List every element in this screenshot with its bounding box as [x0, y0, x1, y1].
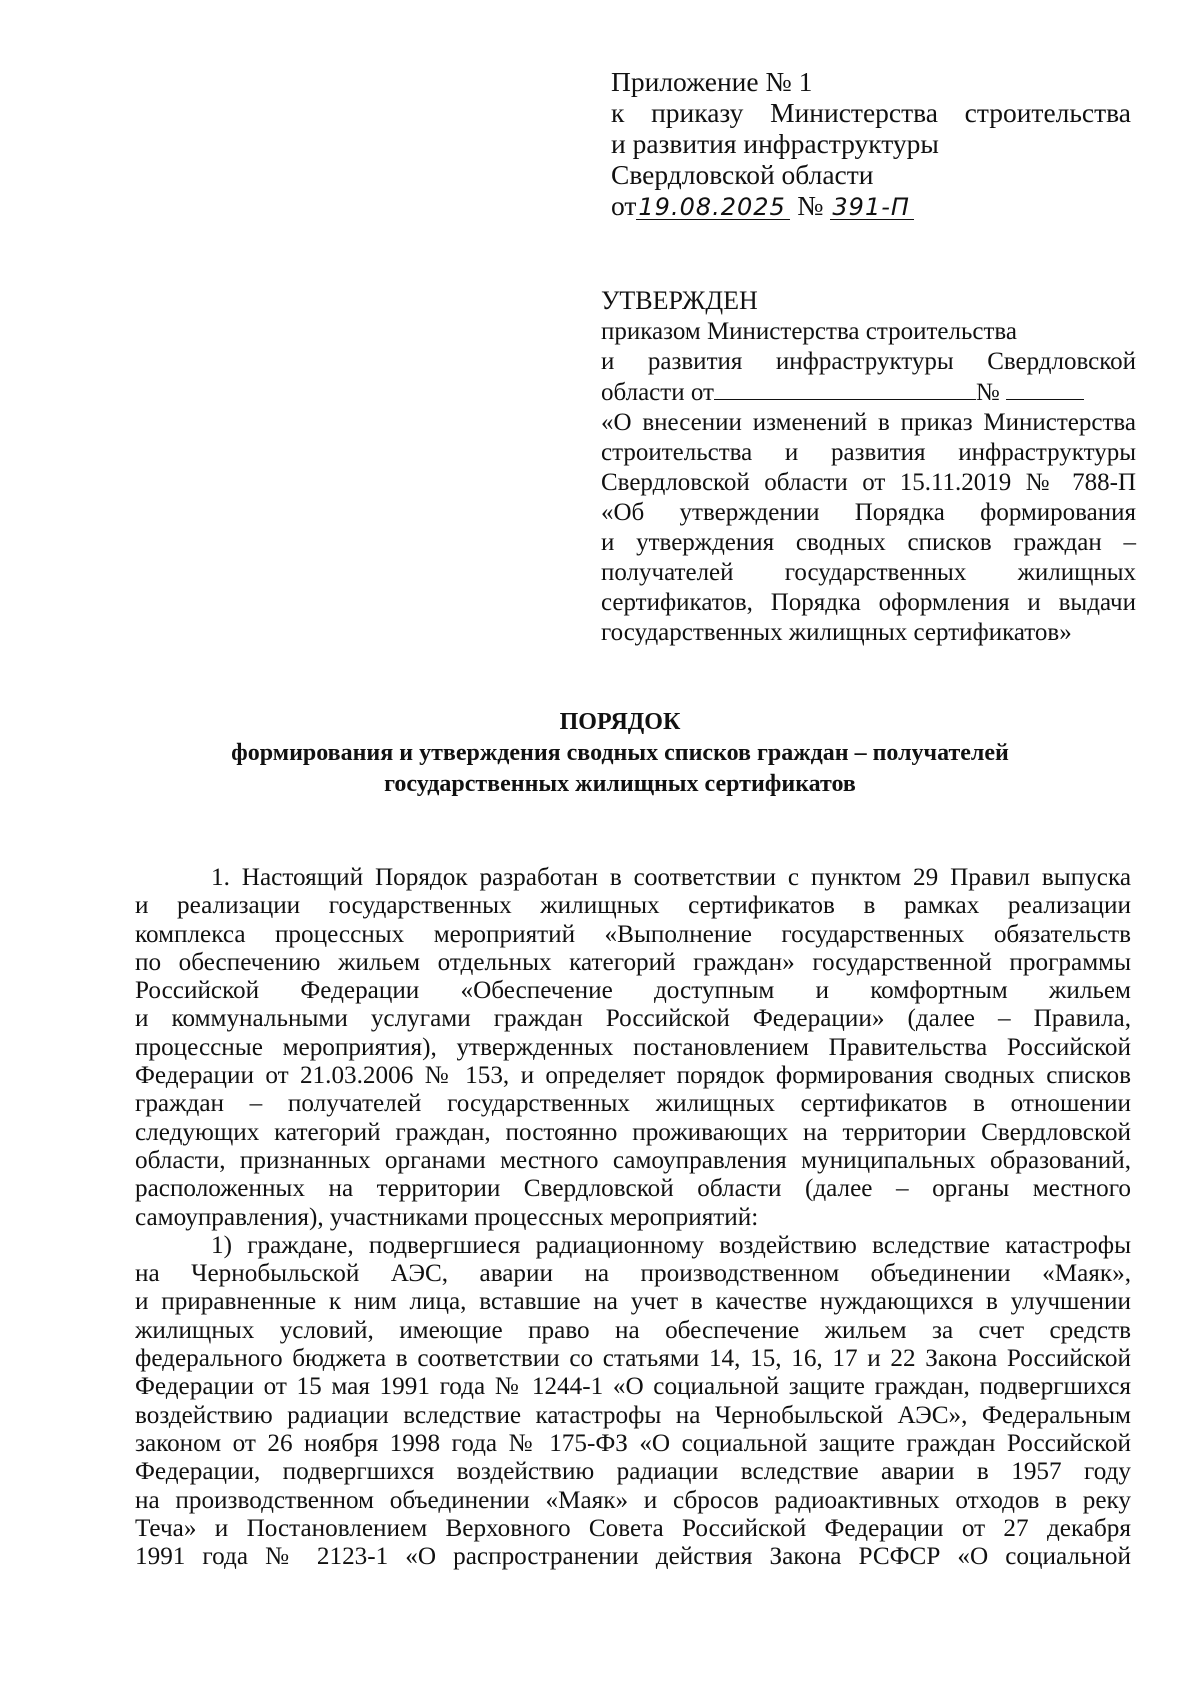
- approval-date-line: [601, 377, 1136, 408]
- number-label: №: [797, 190, 824, 221]
- body-text-line: расположенных на территории Свердловской области (далее – органы местного: [135, 1175, 1131, 1203]
- body-text-line: Теча» и Постановлением Верховного Совета Российской Федерации от 27 декабря: [135, 1514, 1131, 1542]
- body-text-line: 1991 года № 2123-1 «О распространении действия Закона РСФСР «О социальной: [135, 1543, 1131, 1571]
- body-text-line: федерального бюджета в соответствии со статьями 14, 15, 16, 17 и 22 Закона Российской: [135, 1345, 1131, 1373]
- blank-date-field: [714, 377, 976, 400]
- body-text-line: Российской Федерации «Обеспечение доступным и комфортным жильем: [135, 977, 1131, 1005]
- appendix-region-line: Свердловской области: [611, 159, 874, 190]
- approval-line: Свердловской области от 15.11.2019 № 788-П: [601, 469, 1136, 496]
- body-text-line: и коммунальными услугами граждан Российской Федерации» (далее – Правила,: [135, 1005, 1131, 1033]
- approval-line: «О внесении изменений в приказ Министерства: [601, 409, 1136, 436]
- approval-line: и развития инфраструктуры Свердловской: [601, 348, 1136, 375]
- body-text-line: Федерации, подвергшихся воздействию радиации вследствие аварии в 1957 году: [135, 1458, 1131, 1486]
- body-text-line: 1. Настоящий Порядок разработан в соответствии с пунктом 29 Правил выпуска: [211, 864, 1131, 891]
- body-text-line: воздействию радиации вследствие катастрофы на Чернобыльской АЭС», Федеральным: [135, 1401, 1131, 1429]
- document-body: [135, 864, 1131, 1571]
- body-text-line: законом от 26 ноября 1998 года № 175-ФЗ «О социальной защите граждан Российской: [135, 1429, 1131, 1457]
- body-text-line: по обеспечению жильем отдельных категорий граждан» государственной программы: [135, 948, 1131, 976]
- appendix-date-line: [611, 190, 1131, 221]
- body-text-line: следующих категорий граждан, постоянно проживающих на территории Свердловской: [135, 1118, 1131, 1146]
- appendix-title: Приложение № 1: [611, 66, 813, 97]
- approval-number-label: №: [975, 379, 1000, 406]
- body-text-line: 1) граждане, подвергшиеся радиационному воздействию вследствие катастрофы: [211, 1231, 1131, 1259]
- document-title: [120, 707, 1120, 800]
- approval-line: государственных жилищных сертификатов»: [601, 619, 1072, 646]
- title-heading: ПОРЯДОК: [559, 709, 681, 735]
- appendix-header: [611, 66, 1131, 221]
- approval-line: строительства и развития инфраструктуры: [601, 439, 1136, 466]
- body-text-line: жилищных условий, имеющие право на обеспечение жильем за счет средств: [135, 1316, 1131, 1344]
- body-text-line: процессные мероприятия), утвержденных постановлением Правительства Российской: [135, 1033, 1131, 1061]
- appendix-ministry-line: и развития инфраструктуры: [611, 128, 939, 159]
- body-text-line: Федерации от 15 мая 1991 года № 1244-1 «О социальной защите граждан, подвергшихся: [135, 1373, 1131, 1401]
- approval-line: приказом Министерства строительства: [601, 318, 1017, 345]
- approval-date-prefix: области от: [601, 379, 714, 406]
- title-subheading: государственных жилищных сертификатов: [384, 771, 856, 797]
- appendix-word: к: [611, 97, 625, 128]
- appendix-word: приказу: [651, 97, 744, 128]
- approval-block: [601, 286, 1136, 648]
- body-text-line: на производственном объединении «Маяк» и сбросов радиоактивных отходов в реку: [135, 1486, 1131, 1514]
- approval-line: сертификатов, Порядка оформления и выдачи: [601, 589, 1136, 616]
- title-subheading: формирования и утверждения сводных списков граждан – получателей: [231, 740, 1009, 766]
- body-text-line: граждан – получателей государственных жилищных сертификатов в отношении: [135, 1090, 1131, 1118]
- body-text-line: Федерации от 21.03.2006 № 153, и определяет порядок формирования сводных списков: [135, 1062, 1131, 1090]
- approval-line: получателей государственных жилищных: [601, 559, 1136, 586]
- appendix-word: Министерства: [770, 97, 938, 128]
- body-text-line: комплекса процессных мероприятий «Выполнение государственных обязательств: [135, 920, 1131, 948]
- date-prefix: от: [611, 190, 637, 221]
- appendix-order-line: [611, 97, 1131, 128]
- approval-heading: УТВЕРЖДЕН: [601, 286, 758, 315]
- body-text-line: области, признанных органами местного самоуправления муниципальных образований,: [135, 1146, 1131, 1174]
- handwritten-date: 19.08.2025: [636, 195, 790, 220]
- body-text-line: на Чернобыльской АЭС, аварии на производственном объединении «Маяк»,: [135, 1260, 1131, 1288]
- body-text-line: и реализации государственных жилищных сертификатов в рамках реализации: [135, 892, 1131, 920]
- handwritten-number: 391-П: [830, 195, 914, 220]
- body-text-line: и приравненные к ним лица, вставшие на учет в качестве нуждающихся в улучшении: [135, 1288, 1131, 1316]
- approval-line: «Об утверждении Порядка формирования: [601, 499, 1136, 526]
- body-text-line: самоуправления), участниками процессных мероприятий:: [135, 1203, 759, 1231]
- appendix-word: строительства: [964, 97, 1131, 128]
- blank-number-field: [1006, 377, 1084, 400]
- approval-line: и утверждения сводных списков граждан –: [601, 529, 1136, 556]
